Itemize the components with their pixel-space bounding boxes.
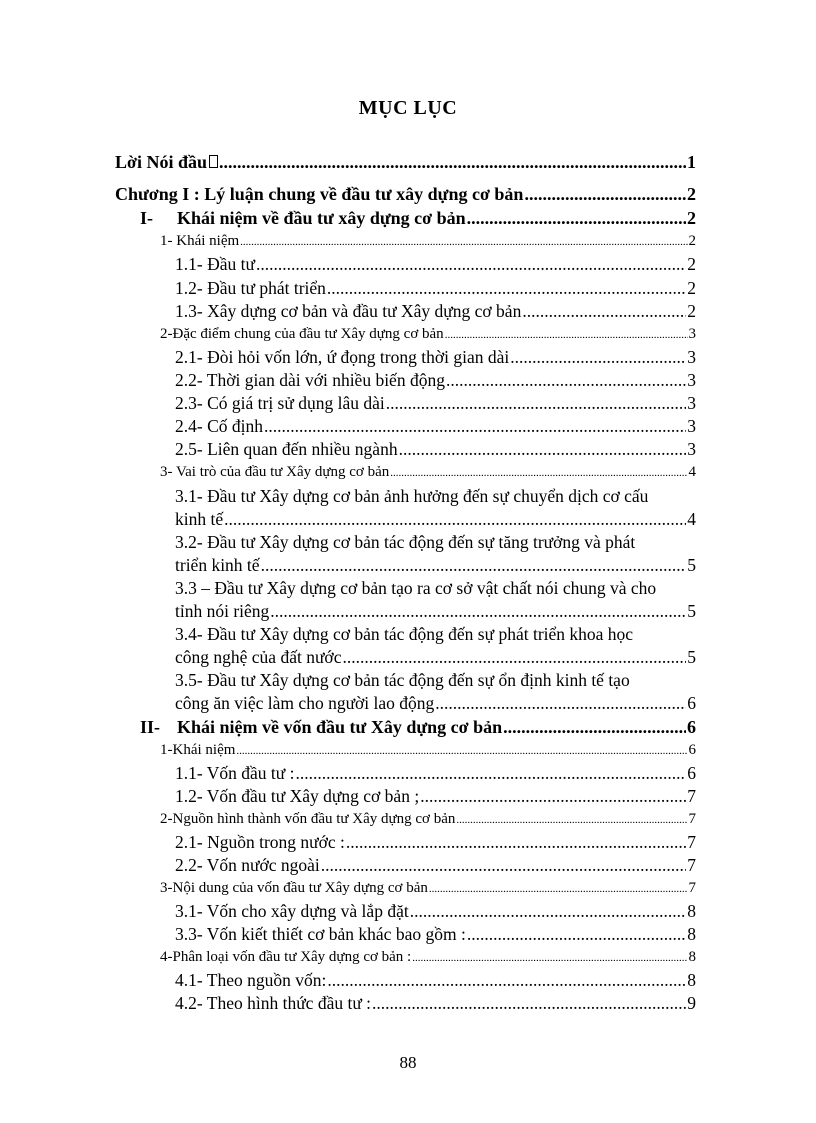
toc-entry-2-1-1[interactable] [175,765,696,783]
toc-entry-1-3-5[interactable] [175,695,696,713]
toc-entry-section-1[interactable] [140,209,696,227]
toc-entry-text: 3.3- Vốn kiết thiết cơ bản khác bao gồm : [175,924,466,944]
toc-entry-1-2-2[interactable] [175,372,696,390]
leader-dots [522,303,686,321]
toc-entry-2-4-2[interactable] [175,995,696,1013]
toc-page-number: 5 [687,647,696,667]
toc-entry-text: tỉnh nói riêng [175,601,270,621]
toc-entry-text: 1.1- Vốn đầu tư : [175,763,295,783]
leader-dots [510,349,686,367]
toc-entry-numeral: II- [140,717,161,737]
toc-page-number: 8 [688,949,696,965]
toc-entry-text: công nghệ của đất nước [175,647,342,667]
toc-entry-2-3-3[interactable] [175,926,696,944]
toc-entry-2-2-1[interactable] [175,834,696,852]
page-number: 88 [399,1053,417,1072]
toc-entry-1-3-4[interactable] [175,649,696,667]
toc-entry-numeral: I- [140,208,153,228]
leader-dots [342,649,686,667]
toc-entry-text: 3- Vai trò của đầu tư Xây dựng cơ bản [160,464,390,480]
toc-entry-1-3-2[interactable] [175,557,696,575]
toc-entry-text: triển kinh tế [175,555,260,575]
toc-entry-1-2-5[interactable] [175,441,696,459]
toc-page-number: 3 [687,393,696,413]
toc-entry-text: Khái niệm về vốn đầu tư Xây dựng cơ bản [177,717,503,737]
toc-page-number: 7 [688,880,696,896]
toc-entry-preface[interactable] [115,153,696,171]
toc-page-number: 7 [687,786,696,806]
leader-dots [456,815,687,826]
toc-page-number: 7 [687,832,696,852]
toc-entry-text: Chương I : Lý luận chung về đầu tư xây dựng cơ bản [115,184,524,204]
leader-dots [240,237,687,248]
toc-entry-1-3-4-line1[interactable]: 3.4- Đầu tư Xây dựng cơ bản tác động đến sự phát triển khoa học [175,624,634,644]
toc-entry-text: 1.2- Đầu tư phát triển [175,278,326,298]
leader-dots [224,511,686,529]
leader-dots [445,330,688,341]
toc-entry-text: Khái niệm về đầu tư xây dựng cơ bản [177,208,466,228]
toc-page-number: 1 [687,152,696,172]
toc-page-number: 3 [687,347,696,367]
toc-page-number: 7 [687,855,696,875]
toc-entry-text: công ăn việc làm cho người lao động [175,693,435,713]
toc-entry-text: 4.1- Theo nguồn vốn: [175,970,327,990]
toc-entry-text: 2.3- Có giá trị sử dụng lâu dài [175,393,385,413]
toc-entry-1-3-2-line1[interactable]: 3.2- Đầu tư Xây dựng cơ bản tác động đến sự tăng trưởng và phát [175,532,636,552]
toc-page-number: 3 [687,416,696,436]
toc-entry-text: kinh tế [175,509,224,529]
toc-page-number: 6 [688,742,696,758]
leader-dots [321,857,686,875]
toc-entry-1-3-3-line1[interactable]: 3.3 – Đầu tư Xây dựng cơ bản tạo ra cơ sở vật chất nói chung và cho [175,578,657,598]
leader-dots [219,153,686,171]
toc-entry-1-3[interactable] [160,465,696,480]
leader-dots [372,995,686,1013]
toc-entry-1-3-1[interactable] [175,511,696,529]
toc-entry-text: 2-Đặc điểm chung của đầu tư Xây dựng cơ bản [160,326,444,342]
toc-page-number: 9 [687,993,696,1013]
toc-page-number: 8 [687,924,696,944]
leader-dots [296,765,687,783]
toc-entry-text: 1.2- Vốn đầu tư Xây dựng cơ bản ; [175,786,420,806]
leader-dots [467,926,686,944]
toc-entry-text: 2.1- Đòi hỏi vốn lớn, ứ đọng trong thời gian dài [175,347,510,367]
toc-page-number: 2 [687,208,696,228]
toc-page-number: 2 [687,184,696,204]
toc-entry-text: 2-Nguồn hình thành vốn đầu tư Xây dựng cơ bản [160,811,456,827]
leader-dots [327,280,686,298]
toc-page-number: 8 [687,901,696,921]
leader-dots [467,209,686,227]
toc-entry-1-2[interactable] [160,327,696,342]
toc-page-number: 6 [687,717,696,737]
page-title: MỤC LỤC [358,97,458,119]
toc-entry-1-1-1[interactable] [175,256,696,274]
toc-page-number: 3 [687,439,696,459]
leader-dots [412,953,687,964]
toc-entry-text: 1- Khái niệm [160,233,240,249]
toc-entry-section-2[interactable] [140,718,696,736]
toc-page-number: 6 [687,693,696,713]
toc-entry-1-2-1[interactable] [175,349,696,367]
leader-dots [503,718,686,736]
toc-page-number: 6 [687,763,696,783]
toc-entry-text: 3-Nội dung của vốn đầu tư Xây dựng cơ bản [160,880,428,896]
toc-entry-2-1-2[interactable] [175,788,696,806]
toc-entry-2-4-1[interactable] [175,972,696,990]
toc-entry-text: 1-Khái niệm [160,742,236,758]
toc-entry-text: 2.1- Nguồn trong nước : [175,832,345,852]
leader-dots [410,903,687,921]
leader-dots [446,372,686,390]
toc-entry-text: 3.1- Vốn cho xây dựng và lắp đặt [175,901,409,921]
toc-entry-1-3-3[interactable] [175,603,696,621]
toc-entry-2-4[interactable] [160,950,696,965]
toc-entry-text: 2.2- Vốn nước ngoài [175,855,320,875]
leader-dots [390,468,687,479]
toc-page-number: 2 [687,278,696,298]
toc-entry-text: 4-Phân loại vốn đầu tư Xây dựng cơ bản : [160,949,412,965]
toc-entry-text: 2.4- Cố định [175,416,263,436]
leader-dots [399,441,687,459]
leader-dots [386,395,687,413]
leader-dots [261,557,687,575]
toc-entry-text: 4.2- Theo hình thức đầu tư : [175,993,372,1013]
toc-page-number: 8 [687,970,696,990]
toc-page-number: 5 [687,555,696,575]
leader-dots [236,746,687,757]
toc-page-number: 2 [687,254,696,274]
toc-entry-text: Lời Nói đầu [115,152,207,172]
leader-dots [270,603,686,621]
toc-entry-text: 2.5- Liên quan đến nhiều ngành [175,439,398,459]
toc-page-number: 4 [688,464,696,480]
toc-entry-2-3-1[interactable] [175,903,696,921]
toc-entry-2-3[interactable] [160,881,696,896]
leader-dots [264,418,686,436]
toc-page-number: 7 [688,811,696,827]
toc-entry-1-1[interactable] [160,234,696,249]
toc-page-number: 2 [688,233,696,249]
toc-page-number: 4 [687,509,696,529]
leader-dots [420,788,686,806]
toc-entry-2-2[interactable] [160,812,696,827]
leader-dots [435,695,686,713]
toc-entry-text: 1.1- Đầu tư [175,254,255,274]
toc-entry-1-2-4[interactable] [175,418,696,436]
toc-entry-2-2-2[interactable] [175,857,696,875]
toc-entry-1-3-5-line1[interactable]: 3.5- Đầu tư Xây dựng cơ bản tác động đến sự ổn định kinh tế tạo [175,670,630,690]
toc-page-number: 2 [687,301,696,321]
leader-dots [346,834,686,852]
toc-entry-text: 1.3- Xây dựng cơ bản và đầu tư Xây dựng cơ bản [175,301,522,321]
toc-entry-text: 2.2- Thời gian dài với nhiều biến động [175,370,445,390]
toc-entry-1-2-3[interactable] [175,395,696,413]
leader-dots [429,884,688,895]
toc-entry-2-1[interactable] [160,743,696,758]
toc-page-number: 3 [687,370,696,390]
toc-entry-1-3-1-line1[interactable]: 3.1- Đầu tư Xây dựng cơ bản ảnh hưởng đến sự chuyển dịch cơ cấu [175,486,649,506]
toc-page-number: 3 [688,326,696,342]
leader-dots [327,972,686,990]
missing-glyph-icon [209,155,218,168]
toc-entry-chapter-1[interactable] [115,185,696,203]
toc-entry-1-1-3[interactable] [175,303,696,321]
toc-entry-1-1-2[interactable] [175,280,696,298]
toc-page-number: 5 [687,601,696,621]
leader-dots [524,185,686,203]
leader-dots [256,256,686,274]
